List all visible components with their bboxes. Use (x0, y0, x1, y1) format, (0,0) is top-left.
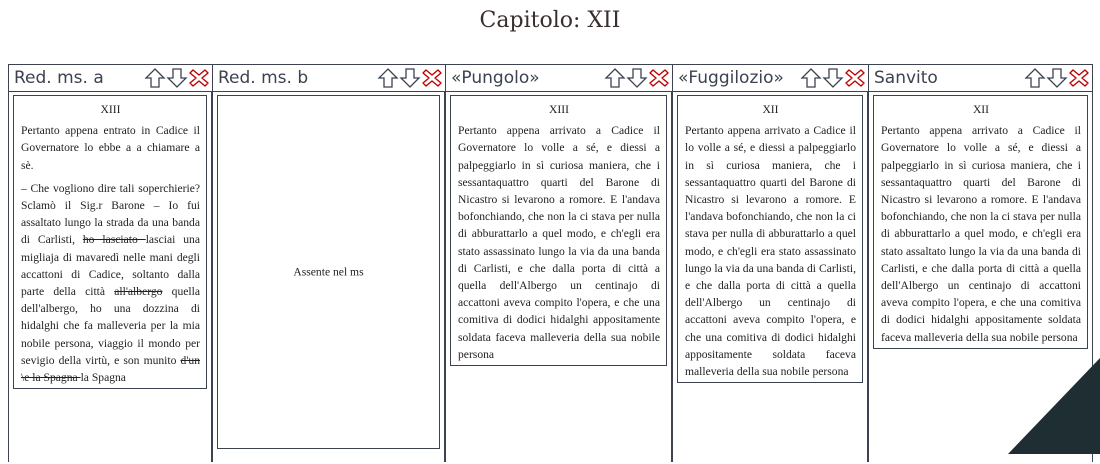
deleted-text: d'un \e la Spagna (21, 353, 200, 385)
text-segment: la Spagna (80, 371, 126, 385)
absent-message: Assente nel ms (293, 265, 364, 279)
column-controls (604, 67, 670, 89)
column-header-sanvito (869, 65, 1092, 91)
column-fuggilozio (672, 92, 868, 462)
text-segment: Pertanto appena arrivato a Cadice il Governatore lo volle a sé, e diessi a palpeggiarlo in sì curiosa maniera, che i sessantaquattro quarti del Barone di Nicastro si levarono a romore. E l'andava bofonchiando, che non la ci stava per nulla di abburattarlo a quel modo, e ch'egli era stato assassinato lungo la via da una banda di Carlisti, e che dalla porta di città a quella dell'Albergo un centinajo di accattoni aveva compito l'opera, e che una comitiva di dodici hidalghi appositamente soldata faceva malleveria della sua nobile persona (458, 124, 660, 361)
column-header-pungolo (446, 65, 673, 91)
text-box (873, 95, 1088, 349)
column-controls (1024, 67, 1090, 89)
remove-column-icon[interactable] (1068, 67, 1090, 89)
move-up-icon[interactable] (800, 67, 822, 89)
page-corner-fold (1008, 358, 1100, 454)
text-box (677, 95, 863, 383)
move-down-icon[interactable] (166, 67, 188, 89)
move-up-icon[interactable] (144, 67, 166, 89)
column-controls (144, 67, 210, 89)
text-segment: lasciai una migliaja di mavaredì nelle mani degli accattoni di Cadice, soltanto dalla parte della città (21, 233, 200, 299)
text-box (450, 95, 667, 366)
move-up-icon[interactable] (604, 67, 626, 89)
column-controls (800, 67, 866, 89)
chapter-number: XIII (100, 103, 121, 116)
text-segment: quella dell'albergo, ho una dozzina di hidalghi che fa malleveria per la mia nobile persona, viaggio il mondo per sevigio della virtù, e son munito (21, 285, 200, 367)
deleted-text: all'albergo (114, 285, 163, 299)
move-up-icon[interactable] (377, 67, 399, 89)
text-segment: Pertanto appena entrato in Cadice il Governatore lo ebbe a a chiamare a sè. (21, 124, 200, 172)
paragraph (685, 122, 856, 380)
chapter-title: Capitolo: XII (479, 8, 621, 33)
move-up-icon[interactable] (1024, 67, 1046, 89)
deleted-text: ho lasciato (82, 233, 146, 247)
column-red-ms-a (8, 92, 212, 462)
move-down-icon[interactable] (822, 67, 844, 89)
remove-column-icon[interactable] (421, 67, 443, 89)
move-down-icon[interactable] (1046, 67, 1068, 89)
column-header-label: Red. ms. a (14, 68, 104, 88)
column-header-red-ms-a (9, 65, 213, 91)
column-header-label: «Fuggilozio» (678, 68, 784, 88)
text-box (217, 95, 440, 449)
paragraph (458, 122, 660, 363)
column-red-ms-b (212, 92, 445, 462)
remove-column-icon[interactable] (844, 67, 866, 89)
paragraph (21, 122, 200, 174)
paragraph (21, 180, 200, 386)
text-segment: Pertanto appena arrivato a Cadice il Governatore lo volle a sé, e diessi a palpeggiarlo in sì curiosa maniera, che i sessantaquattro quarti del Barone di Nicastro si levarono a romore. E l'andava bofonchiando, che non la ci stava per nulla di abburattarlo a quel modo, e ch'egli era stato assaltato lungo la via da una banda di Carlisti, e che dalla porta di città a quella dell'Albergo un centinajo di accattoni aveva compito l'opera, e che una comitiva di dodici hidalghi appositamente soldata faceva malleveria della sua nobile persona (881, 124, 1081, 344)
text-segment: Pertanto appena arrivato a Cadice il lo volle a sé, e diessi a palpeggiarlo in sì curiosa maniera, che i sessantaquattro quarti del Barone di Nicastro si levarono a romore. E l'andava bofonchiando, che non la ci stava per nulla di abburattarlo a quel modo, e ch'egli era stato assassinato lungo la via da una banda di Carlisti, e che dalla porta di città a quella dell'Albergo un centinajo di accattoni aveva compito l'opera, e che una comitiva di dodici hidalghi appositamente soldata faceva malleveria della sua nobile persona (685, 124, 856, 379)
chapter-number: XIII (549, 103, 569, 116)
paragraph (881, 122, 1081, 346)
column-header-label: «Pungolo» (451, 68, 540, 88)
column-header-red-ms-b (213, 65, 446, 91)
column-pungolo (445, 92, 672, 462)
remove-column-icon[interactable] (648, 67, 670, 89)
move-down-icon[interactable] (399, 67, 421, 89)
move-down-icon[interactable] (626, 67, 648, 89)
column-controls (377, 67, 443, 89)
header-row (8, 64, 1093, 92)
column-header-label: Red. ms. b (218, 68, 309, 88)
chapter-number: XII (762, 103, 779, 116)
chapter-number: XII (972, 103, 990, 116)
text-box (13, 95, 207, 389)
text-segment: – Che vogliono dire tali soperchierie? Sclamò il Sig.r Barone – Io fui assaltato lungo la strada da una banda di Carlisti, (21, 181, 200, 247)
comparison-table (8, 64, 1093, 464)
remove-column-icon[interactable] (188, 67, 210, 89)
column-header-fuggilozio (673, 65, 869, 91)
column-header-label: Sanvito (874, 68, 938, 88)
